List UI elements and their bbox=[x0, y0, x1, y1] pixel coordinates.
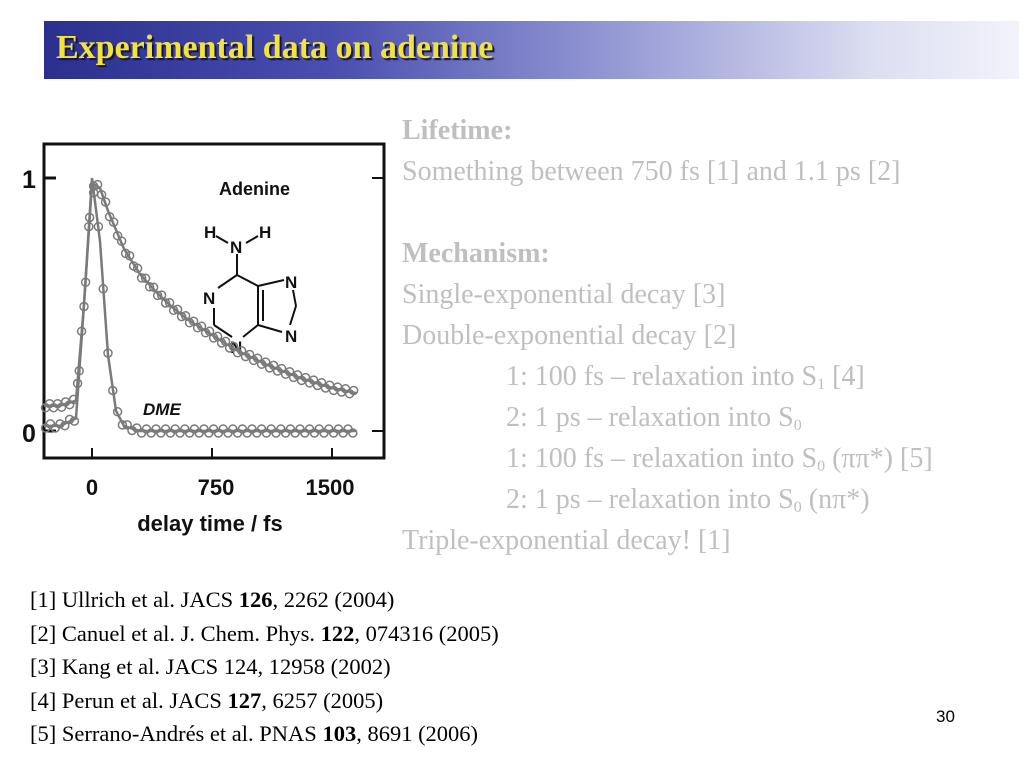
reference-3 bbox=[30, 650, 730, 684]
reference-4-text: [4] Perun et al. JACS bbox=[30, 687, 228, 713]
atom-h-right: H bbox=[259, 223, 272, 242]
reference-4 bbox=[30, 684, 730, 718]
single-exp-line: Single-exponential decay [3] bbox=[402, 279, 726, 310]
mechanism-item-3 bbox=[402, 438, 1017, 479]
mechanism-heading: Mechanism: bbox=[402, 238, 550, 269]
x-tick-label-750: 750 bbox=[197, 475, 235, 500]
reference-2-suffix: , 074316 (2005) bbox=[354, 620, 499, 646]
atom-h-left: H bbox=[204, 223, 217, 242]
transient-plot bbox=[0, 120, 392, 540]
x-axis-label: delay time / fs bbox=[137, 511, 283, 536]
title-bar bbox=[44, 21, 1019, 79]
item3-subscript: 0 bbox=[817, 458, 826, 475]
y-tick-label-0: 0 bbox=[22, 420, 36, 448]
item4-text: 2: 1 ps – relaxation into S bbox=[506, 484, 794, 515]
mechanism-item-2 bbox=[402, 397, 1017, 438]
reference-1 bbox=[30, 583, 730, 617]
mechanism-item-4 bbox=[402, 479, 1017, 520]
reference-2 bbox=[30, 617, 730, 651]
x-tick-label-0: 0 bbox=[85, 475, 99, 500]
lifetime-heading: Lifetime: bbox=[402, 115, 513, 146]
item1-suffix: [4] bbox=[825, 361, 865, 392]
x-tick-label-1500: 1500 bbox=[305, 475, 355, 500]
atom-n-amine: N bbox=[230, 238, 243, 257]
reference-5-volume: 103 bbox=[322, 721, 357, 746]
slide-title: Experimental data on adenine bbox=[56, 29, 494, 66]
reference-5 bbox=[30, 717, 730, 751]
summary-text bbox=[402, 110, 1017, 561]
lifetime-text: Something between 750 fs [1] and 1.1 ps [2] bbox=[402, 156, 901, 187]
item1-subscript: 1 bbox=[817, 376, 826, 393]
item2-subscript: 0 bbox=[793, 417, 802, 434]
reference-2-volume: 122 bbox=[320, 620, 355, 646]
adenine-transient-figure bbox=[0, 120, 392, 540]
reference-4-volume: 127 bbox=[227, 687, 262, 713]
atom-n7: N bbox=[285, 273, 298, 292]
dme-series-label: DME bbox=[143, 400, 181, 419]
references bbox=[30, 583, 730, 751]
reference-1-volume: 126 bbox=[238, 587, 273, 612]
atom-n9: N bbox=[285, 327, 298, 346]
page-number: 30 bbox=[936, 707, 955, 726]
reference-5-text: [5] Serrano-Andrés et al. PNAS bbox=[30, 721, 323, 746]
mechanism-item-1 bbox=[402, 356, 1017, 397]
item3-suffix: (ππ*) [5] bbox=[825, 443, 933, 474]
item3-text: 1: 100 fs – relaxation into S bbox=[506, 443, 818, 474]
adenine-series-label: Adenine bbox=[219, 179, 291, 199]
reference-2-text: [2] Canuel et al. J. Chem. Phys. bbox=[30, 620, 321, 646]
double-exp-line: Double-exponential decay [2] bbox=[402, 320, 737, 351]
spacer bbox=[402, 192, 1017, 233]
reference-1-text: [1] Ullrich et al. JACS bbox=[30, 587, 239, 612]
reference-4-suffix: , 6257 (2005) bbox=[261, 687, 384, 713]
y-tick-label-1: 1 bbox=[22, 166, 36, 194]
triple-exp-line: Triple-exponential decay! [1] bbox=[402, 525, 731, 556]
reference-3-text: [3] Kang et al. JACS 124, 12958 (2002) bbox=[30, 654, 391, 679]
reference-1-suffix: , 2262 (2004) bbox=[272, 587, 395, 612]
reference-5-suffix: , 8691 (2006) bbox=[356, 721, 479, 746]
atom-n3: N bbox=[230, 338, 243, 357]
item4-subscript: 0 bbox=[793, 499, 802, 516]
item2-text: 2: 1 ps – relaxation into S bbox=[506, 402, 794, 433]
item1-text: 1: 100 fs – relaxation into S bbox=[506, 361, 818, 392]
item4-suffix: (nπ*) bbox=[801, 484, 870, 515]
atom-n1: N bbox=[203, 289, 216, 308]
